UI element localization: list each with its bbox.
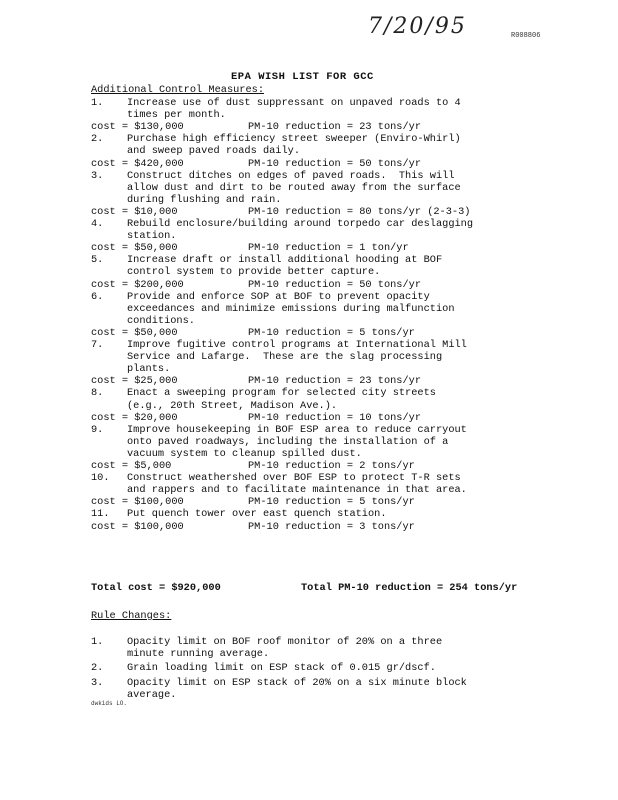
measure-text: Rebuild enclosure/building around torpedo car deslagging <box>127 218 474 230</box>
measure-text: Enact a sweeping program for selected city streets <box>127 387 436 400</box>
measure-number: 7. <box>91 339 104 351</box>
measure-text: Construct weathershed over BOF ESP to protect T-R sets <box>127 472 461 485</box>
measure-text: Improve housekeeping in BOF ESP area to reduce carryout <box>127 423 467 436</box>
rule-text: minute running average. <box>127 648 270 661</box>
measure-cost: cost = $100,000 <box>91 496 184 509</box>
measure-text: Increase draft or install additional hooding at BOF <box>127 254 443 267</box>
measure-text: conditions. <box>127 314 195 327</box>
total-reduction: Total PM-10 reduction = 254 tons/yr <box>301 582 518 594</box>
rule-text: Grain loading limit on ESP stack of 0.015 gr/dscf. <box>127 662 436 675</box>
measure-number: 8. <box>91 387 104 400</box>
measure-reduction: PM-10 reduction = 5 tons/yr <box>248 496 415 509</box>
measure-reduction: PM-10 reduction = 50 tons/yr <box>248 278 422 291</box>
measure-reduction: PM-10 reduction = 10 tons/yr <box>248 411 422 424</box>
measure-number: 6. <box>91 290 104 303</box>
measure-cost: cost = $200,000 <box>91 278 184 291</box>
measure-cost: cost = $25,000 <box>91 375 178 388</box>
measure-cost: cost = $5,000 <box>91 460 172 472</box>
measure-text: times per month. <box>127 109 226 122</box>
measure-text: station. <box>127 230 177 243</box>
measure-reduction: PM-10 reduction = 23 tons/yr <box>248 375 422 388</box>
measure-text: and rappers and to facilitate maintenance in that area. <box>127 484 467 497</box>
handwritten-date: 7/20/95 <box>368 14 467 39</box>
measure-text: vacuum system to cleanup spilled dust. <box>127 447 362 460</box>
measure-number: 9. <box>91 423 104 436</box>
measure-cost: cost = $420,000 <box>91 157 184 170</box>
rule-number: 1. <box>91 636 104 648</box>
measure-cost: cost = $100,000 <box>91 520 184 533</box>
measure-cost: cost = $50,000 <box>91 326 178 339</box>
measure-text: Increase use of dust suppressant on unpaved roads to 4 <box>127 97 461 109</box>
document-id: R008806 <box>511 32 541 40</box>
section-heading-rule-changes: Rule Changes: <box>91 610 172 622</box>
measure-reduction: PM-10 reduction = 5 tons/yr <box>248 326 415 339</box>
measure-text: Put quench tower over east quench station. <box>127 508 387 521</box>
measure-reduction: PM-10 reduction = 1 ton/yr <box>248 242 409 255</box>
measure-text: Construct ditches on edges of paved roads. This will <box>127 169 455 182</box>
measure-reduction: PM-10 reduction = 3 tons/yr <box>248 520 415 533</box>
rule-number: 2. <box>91 662 104 675</box>
footer-initials: dwkids LO. <box>91 700 128 707</box>
measure-number: 2. <box>91 133 104 146</box>
measure-reduction: PM-10 reduction = 2 tons/yr <box>248 460 415 472</box>
measure-cost: cost = $20,000 <box>91 411 178 424</box>
measure-cost: cost = $50,000 <box>91 242 178 255</box>
page-title: EPA WISH LIST FOR GCC <box>231 71 374 83</box>
measure-text: control system to provide better capture. <box>127 266 381 279</box>
measure-text: and sweep paved roads daily. <box>127 145 301 158</box>
measure-text: Provide and enforce SOP at BOF to prevent opacity <box>127 290 430 303</box>
measure-number: 1. <box>91 97 104 109</box>
measure-text: Service and Lafarge. These are the slag processing <box>127 351 443 364</box>
measure-cost: cost = $10,000 <box>91 205 178 218</box>
rule-number: 3. <box>91 677 104 690</box>
measure-number: 11. <box>91 508 110 521</box>
total-cost: Total cost = $920,000 <box>91 582 221 594</box>
measure-reduction: PM-10 reduction = 50 tons/yr <box>248 157 422 170</box>
measure-text: during flushing and rain. <box>127 193 282 206</box>
rule-text: Opacity limit on BOF roof monitor of 20% on a three <box>127 636 443 648</box>
measure-number: 3. <box>91 169 104 182</box>
measure-text: Purchase high efficiency street sweeper (Enviro-Whirl) <box>127 133 461 146</box>
measure-reduction: PM-10 reduction = 80 tons/yr (2-3-3) <box>248 205 471 218</box>
measure-text: exceedances and minimize emissions during malfunction <box>127 302 455 315</box>
measure-reduction: PM-10 reduction = 23 tons/yr <box>248 121 422 134</box>
measure-text: plants. <box>127 363 171 376</box>
measure-text: onto paved roadways, including the installation of a <box>127 435 449 448</box>
measure-text: (e.g., 20th Street, Madison Ave.). <box>127 399 338 412</box>
rule-text: Opacity limit on ESP stack of 20% on a six minute block <box>127 677 467 690</box>
section-heading-control-measures: Additional Control Measures: <box>91 84 265 96</box>
measure-number: 4. <box>91 218 104 230</box>
measure-text: Improve fugitive control programs at International Mill <box>127 339 467 351</box>
measure-number: 5. <box>91 254 104 267</box>
rule-text: average. <box>127 689 177 702</box>
measure-number: 10. <box>91 472 110 485</box>
measure-text: allow dust and dirt to be routed away from the surface <box>127 181 461 194</box>
measure-cost: cost = $130,000 <box>91 121 184 134</box>
